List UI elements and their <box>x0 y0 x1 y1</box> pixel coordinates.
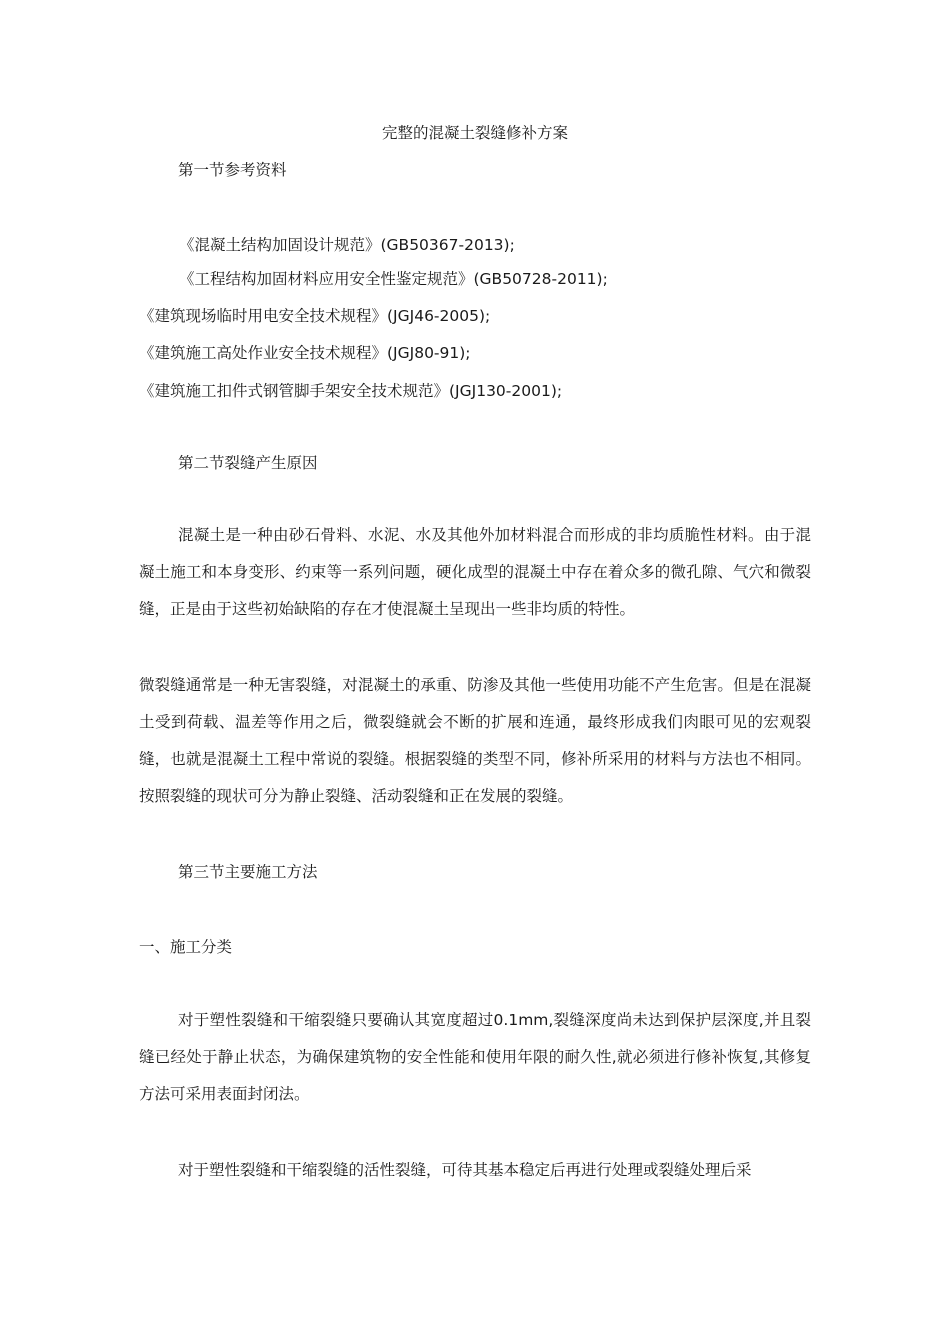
section3-paragraph-2: 对于塑性裂缝和干缩裂缝的活性裂缝，可待其基本稳定后再进行处理或裂缝处理后采 <box>178 1161 752 1179</box>
reference-item: 《建筑施工高处作业安全技术规程》(JGJ80-91); <box>139 344 471 362</box>
section1-heading: 第一节参考资料 <box>178 161 287 179</box>
reference-item: 《建筑施工扣件式钢管脚手架安全技术规范》(JGJ130-2001); <box>139 382 563 400</box>
section2-paragraph-1: 混凝土是一种由砂石骨料、水泥、水及其他外加材料混合而形成的非均质脆性材料。由于混凝土施工和本身变形、约束等一系列问题，硬化成型的混凝土中存在着众多的微孔隙、气穴和微裂缝，正是由于这些初始缺陷的存在才使混凝土呈现出一些非均质的特性。 <box>139 526 811 618</box>
section3-paragraph-1: 对于塑性裂缝和干缩裂缝只要确认其宽度超过0.1mm,裂缝深度尚未达到保护层深度,并且裂缝已经处于静止状态，为确保建筑物的安全性能和使用年限的耐久性,就必须进行修补恢复,其修复方法可采用表面封闭法。 <box>139 1011 811 1103</box>
section3-subheading: 一、施工分类 <box>139 938 233 956</box>
reference-item: 《工程结构加固材料应用安全性鉴定规范》(GB50728-2011); <box>179 270 608 288</box>
section2-paragraph-2: 微裂缝通常是一种无害裂缝，对混凝土的承重、防渗及其他一些使用功能不产生危害。但是在混凝土受到荷载、温差等作用之后，微裂缝就会不断的扩展和连通，最终形成我们肉眼可见的宏观裂缝，也就是混凝土工程中常说的裂缝。根据裂缝的类型不同，修补所采用的材料与方法也不相同。按照裂缝的现状可分为静止裂缝、活动裂缝和正在发展的裂缝。 <box>139 676 811 805</box>
reference-item: 《建筑现场临时用电安全技术规程》(JGJ46-2005); <box>139 307 491 325</box>
section2-heading: 第二节裂缝产生原因 <box>178 454 318 472</box>
reference-item: 《混凝土结构加固设计规范》(GB50367-2013); <box>179 236 515 254</box>
section3-heading: 第三节主要施工方法 <box>178 863 318 881</box>
document-title: 完整的混凝土裂缝修补方案 <box>381 124 568 142</box>
